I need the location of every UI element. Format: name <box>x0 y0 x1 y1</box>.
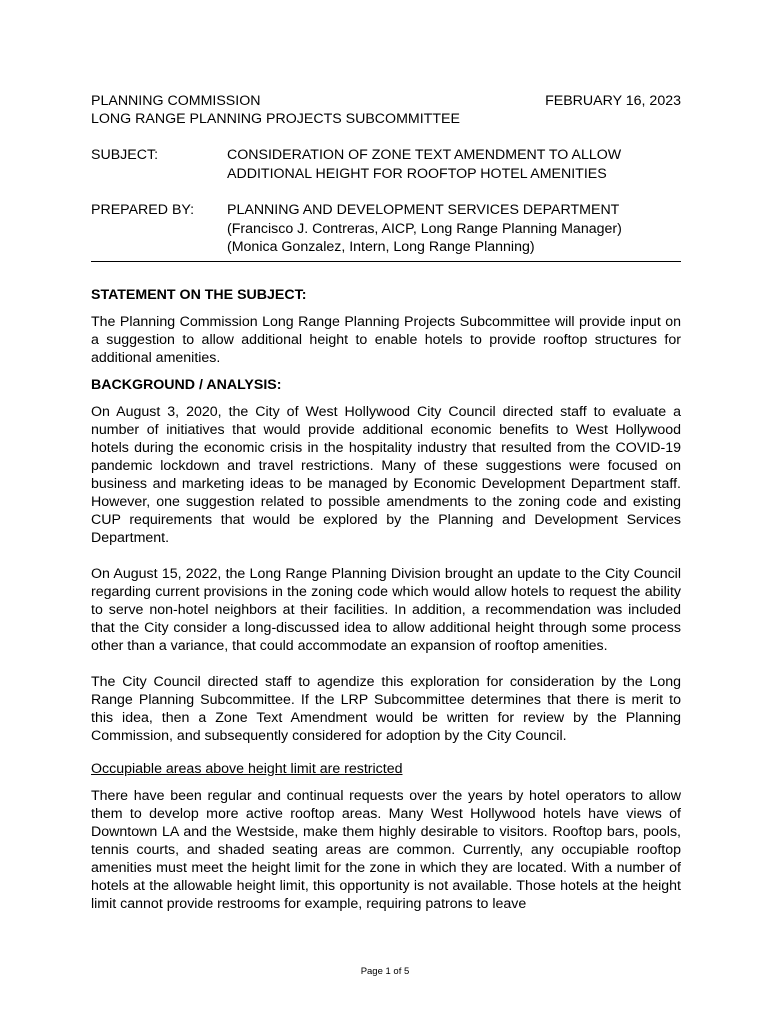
subject-value <box>227 146 621 183</box>
header-org: PLANNING COMMISSION <box>91 93 261 109</box>
prepared-by-line: PLANNING AND DEVELOPMENT SERVICES DEPARTMENT <box>227 202 620 218</box>
header-date: FEBRUARY 16, 2023 <box>545 93 681 109</box>
header-row <box>91 92 681 110</box>
header-subcommittee: LONG RANGE PLANNING PROJECTS SUBCOMMITTEE <box>91 111 460 127</box>
prepared-by-label: PREPARED BY: <box>91 202 195 218</box>
page-number: Page 1 of 5 <box>360 966 410 977</box>
prepared-by-field <box>91 201 681 257</box>
prepared-by-line: (Francisco J. Contreras, AICP, Long Range Planning Manager) <box>227 220 622 237</box>
statement-paragraph: The Planning Commission Long Range Planning Projects Subcommittee will provide input on a suggestion to allow additional height to enable hotels to provide rooftop structures for additional amenities. <box>91 313 681 366</box>
background-paragraph: On August 3, 2020, the City of West Hollywood City Council directed staff to evaluate a number of initiatives that would provide additional economic benefits to West Hollywood hotels during the economic crisis in the hospitality industry that resulted from the COVID-19 pandemic lockdown and travel restrictions. Many of these suggestions were focused on business and marketing ideas to be managed by Economic Development Department staff. However, one suggestion related to possible amendments to the zoning code and existing CUP requirements that would be explored by the Planning and Development Services Department. <box>91 403 681 546</box>
background-heading: BACKGROUND / ANALYSIS: <box>91 376 282 393</box>
separator-rule <box>91 261 681 262</box>
subject-line: CONSIDERATION OF ZONE TEXT AMENDMENT TO ALLOW <box>227 147 622 163</box>
occupiable-heading: Occupiable areas above height limit are restricted <box>91 760 403 777</box>
document-page <box>91 92 681 913</box>
occupiable-paragraph: There have been regular and continual requests over the years by hotel operators to allow them to develop more active rooftop areas. Many West Hollywood hotels have views of Downtown LA and the Westside, make them highly desirable to visitors. Rooftop bars, pools, tennis courts, and shaded seating areas are common. Currently, any occupiable rooftop amenities must meet the height limit for the zone in which they are located. With a number of hotels at the allowable height limit, this opportunity is not available. Those hotels at the height limit cannot provide restrooms for example, requiring patrons to leave <box>91 787 681 912</box>
background-paragraph: The City Council directed staff to agendize this exploration for consideration by the Long Range Planning Subcommittee. If the LRP Subcommittee determines that there is merit to this idea, then a Zone Text Amendment would be written for review by the Planning Commission, and subsequently considered for adoption by the City Council. <box>91 673 681 744</box>
prepared-by-value <box>227 201 622 257</box>
subject-field <box>91 146 681 183</box>
statement-heading: STATEMENT ON THE SUBJECT: <box>91 286 307 303</box>
prepared-by-line: (Monica Gonzalez, Intern, Long Range Planning) <box>227 239 535 255</box>
subject-line: ADDITIONAL HEIGHT FOR ROOFTOP HOTEL AMENITIES <box>227 165 607 182</box>
subject-label: SUBJECT: <box>91 147 159 163</box>
background-paragraph: On August 15, 2022, the Long Range Planning Division brought an update to the City Council regarding current provisions in the zoning code which would allow hotels to request the ability to serve non-hotel neighbors at their facilities. In addition, a recommendation was included that the City consider a long-discussed idea to allow additional height through some process other than a variance, that could accommodate an expansion of rooftop amenities. <box>91 565 681 654</box>
